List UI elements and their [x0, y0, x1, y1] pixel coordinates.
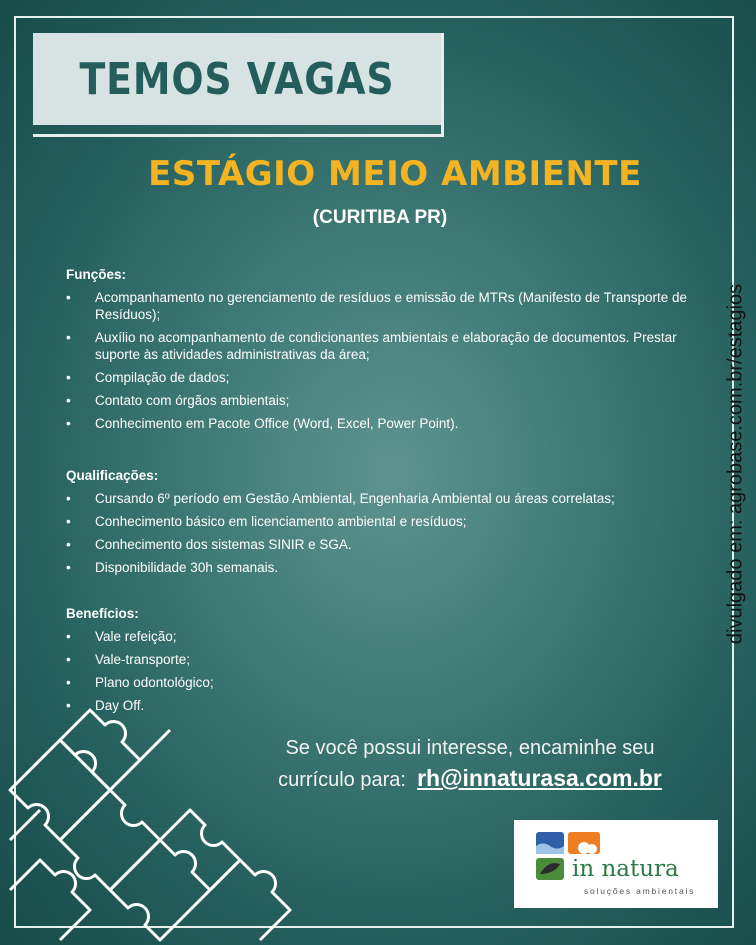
- puzzle-decoration-icon: [0, 700, 320, 945]
- header-title: TEMOS VAGAS: [79, 53, 395, 105]
- bullet-icon: •: [66, 537, 71, 552]
- contact-prompt: currículo para:: [278, 769, 406, 791]
- company-logo: [514, 820, 718, 908]
- bullet-icon: •: [66, 652, 71, 667]
- contact-line-1: Se você possui interesse, encaminhe seu: [285, 737, 655, 759]
- bullet-icon: •: [66, 629, 71, 644]
- bullet-icon: •: [66, 698, 71, 713]
- list-item: • Conhecimento básico em licenciamento ambiental e resíduos;: [66, 514, 467, 529]
- list-item: • Disponibilidade 30h semanais.: [66, 560, 279, 575]
- email-link[interactable]: rh@innaturasa.com.br: [417, 765, 662, 791]
- header-accent-line: [441, 33, 444, 137]
- bullet-icon: •: [66, 491, 71, 506]
- header-box: [33, 33, 441, 125]
- list-item: • Conhecimento dos sistemas SINIR e SGA.: [66, 537, 352, 552]
- bullet-icon: •: [66, 370, 71, 385]
- bullet-icon: •: [66, 514, 71, 529]
- logo-tagline: soluções ambientais: [584, 886, 696, 896]
- list-item: • Vale-transporte;: [66, 652, 191, 667]
- list-item: • Plano odontológico;: [66, 675, 214, 690]
- list-item: • Compilação de dados;: [66, 370, 230, 385]
- credit-text: divulgado em: agrobase.com.br/estagios: [724, 283, 747, 645]
- list-item: • Vale refeição;: [66, 629, 177, 644]
- list-item: • Conhecimento em Pacote Office (Word, Excel, Power Point).: [66, 416, 459, 431]
- list-item: • Auxílio no acompanhamento de condicionantes ambientais e elaboração de documentos. Prestar suporte às atividades administrativas da área;: [66, 330, 677, 362]
- logo-name: in natura: [572, 856, 679, 882]
- header-accent-line: [33, 134, 444, 137]
- section-qualifications: [66, 467, 706, 582]
- bullet-icon: •: [66, 290, 71, 305]
- section-heading: Benefícios:: [66, 606, 139, 621]
- list-item: • Contato com órgãos ambientais;: [66, 393, 290, 408]
- bullet-icon: •: [66, 560, 71, 575]
- section-heading: Qualificações:: [66, 468, 159, 483]
- job-location: (CURITIBA PR): [312, 207, 448, 228]
- section-functions: [66, 266, 706, 438]
- list-item: • Day Off.: [66, 698, 145, 713]
- job-title: ESTÁGIO MEIO AMBIENTE: [148, 154, 642, 194]
- bullet-icon: •: [66, 416, 71, 431]
- list-item: • Acompanhamento no gerenciamento de resíduos e emissão de MTRs (Manifesto de Transporte de Resíduos);: [66, 290, 688, 322]
- bullet-icon: •: [66, 393, 71, 408]
- bullet-icon: •: [66, 675, 71, 690]
- bullet-icon: •: [66, 330, 71, 345]
- list-item: • Cursando 6º período em Gestão Ambiental, Engenharia Ambiental ou áreas correlatas;: [66, 491, 615, 506]
- section-heading: Funções:: [66, 267, 127, 282]
